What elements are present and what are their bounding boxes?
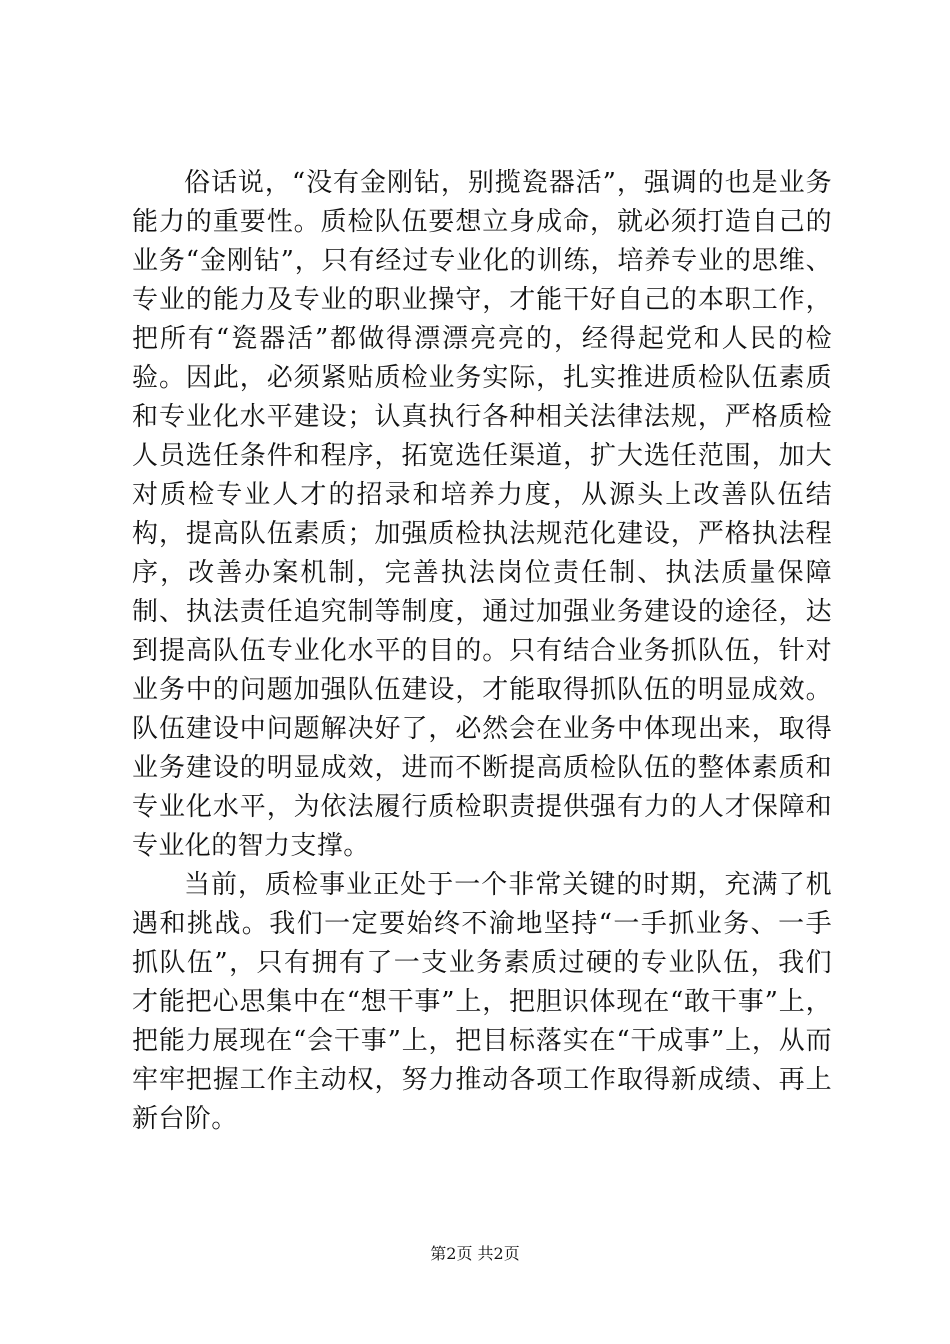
paragraph-2: 当前，质检事业正处于一个非常关键的时期，充满了机遇和挑战。我们一定要始终不渝地坚持“一手抓业务、一手抓队伍”，只有拥有了一支业务素质过硬的专业队伍，我们才能把心思集中在“想干事”上，把胆识体现在“敢干事”上，把能力展现在“会干事”上，把目标落实在“干成事”上，从而牢牢把握工作主动权，努力推动各项工作取得新成绩、再上新台阶。 [132,870,832,1134]
document-body [132,164,832,1139]
page-number-footer: 第2页 共2页 [430,1244,520,1263]
paragraph-1: 俗话说，“没有金刚钻，别揽瓷器活”，强调的也是业务能力的重要性。质检队伍要想立身成命，就必须打造自己的业务“金刚钻”，只有经过专业化的训练，培养专业的思维、专业的能力及专业的职业操守，才能干好自己的本职工作，把所有“瓷器活”都做得漂漂亮亮的，经得起党和人民的检验。因此，必须紧贴质检业务实际，扎实推进质检队伍素质和专业化水平建设；认真执行各种相关法律法规，严格质检人员选任条件和程序，拓宽选任渠道，扩大选任范围，加大对质检专业人才的招录和培养力度，从源头上改善队伍结构，提高队伍素质；加强质检执法规范化建设，严格执法程序，改善办案机制，完善执法岗位责任制、执法质量保障制、执法责任追究制等制度，通过加强业务建设的途径，达到提高队伍专业化水平的目的。只有结合业务抓队伍，针对业务中的问题加强队伍建设，才能取得抓队伍的明显成效。队伍建设中问题解决好了，必然会在业务中体现出来，取得业务建设的明显成效，进而不断提高质检队伍的整体素质和专业化水平，为依法履行质检职责提供强有力的人才保障和专业化的智力支撑。 [132,168,832,861]
